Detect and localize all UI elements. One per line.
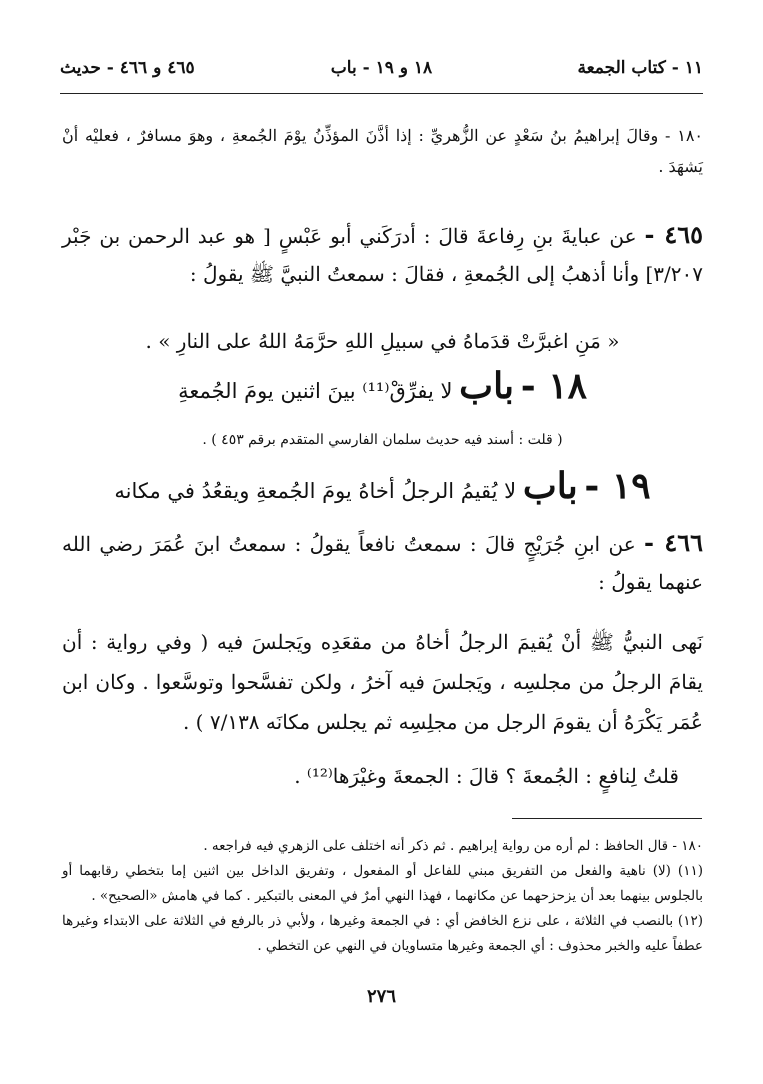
footnote-11: (١١) (لا) ناهية والفعل من التفريق مبني للفاعل أو المفعول ، وتفريق الداخل بين اثنين إما بتخطي رقابهما أو بالجلوس بينهما بعد أن يزحزحهما عن مكانهما ، فهذا النهي أمرٌ في المعنى بالتبكير . كما في هامش «الصحيح» . bbox=[62, 863, 703, 904]
hadith-465-quote: « مَنِ اغبرَّتْ قدَماهُ في سبيلِ اللهِ حرَّمَهُ اللهُ على النارِ » . bbox=[145, 329, 620, 353]
hadith-466-number: ٤٦٦ - bbox=[644, 528, 703, 557]
header-bab: ١٨ و ١٩ - باب bbox=[330, 58, 433, 78]
bab-19-word: باب bbox=[522, 465, 578, 507]
bab-19-title: لا يُقيمُ الرجلُ أخاهُ يومَ الجُمعةِ ويقعُدُ في مكانه bbox=[114, 479, 517, 503]
hadith-466-body: نَهى النبيُّ ﷺ أنْ يُقيمَ الرجلُ أخاهُ من مقعَدِه ويَجلسَ فيه ( وفي رواية : أن يقامَ الرجلُ من مجلسِه ، ويَجلسَ فيه آخرُ ، ولكن تفسَّحوا وتوسَّعوا . وكان ابن عُمَر يَكْرَهُ أن يقومَ الرجل من مجلِسِه ثم يجلس مكانَه ٧/١٣٨ ) . bbox=[62, 630, 703, 734]
bab-18-title: لا يفرِّقْ⁽¹¹⁾ بينَ اثنين يومَ الجُمعةِ bbox=[178, 379, 453, 403]
hadith-465-text: عن عبايةَ بنِ رِفاعةَ قالَ : أدرَكَني أبو عَبْسٍ [ هو عبد الرحمن بن جَبْر ٣/٢٠٧] وأنا أذهبُ إلى الجُمعةِ ، فقالَ : سمعتُ النبيَّ ﷺ يقولُ : bbox=[62, 224, 703, 286]
editor-note-18: ( قلت : أسند فيه حديث سلمان الفارسي المتقدم برقم ٤٥٣ ) . bbox=[202, 432, 563, 448]
header-divider bbox=[60, 93, 703, 94]
header-chapter: ١١ - كتاب الجمعة bbox=[577, 58, 703, 78]
bab-19-number: ١٩ - bbox=[584, 465, 651, 507]
hadith-466-text: عن ابنِ جُرَيْجٍ قالَ : سمعتُ نافعاً يقولُ : سمعتُ ابنَ عُمَرَ رضي الله عنهما يقولُ : bbox=[62, 532, 703, 594]
bab-18-word: باب bbox=[459, 365, 515, 407]
hadith-465-number: ٤٦٥ - bbox=[644, 220, 703, 249]
page-number: ٢٧٦ bbox=[366, 986, 396, 1007]
hadith-466-question: قلتُ لِنافعٍ : الجُمعةَ ؟ قالَ : الجمعةَ وغيْرَها⁽¹²⁾ . bbox=[294, 764, 679, 788]
hadith-466 bbox=[62, 524, 703, 601]
footnote-180: ١٨٠ - قال الحافظ : لم أره من رواية إبراهيم . ثم ذكر أنه اختلف على الزهري فيه فراجعه . bbox=[203, 838, 703, 854]
bab-19-heading bbox=[62, 464, 703, 513]
hadith-465 bbox=[62, 216, 703, 293]
header-hadith-range: ٤٦٥ و ٤٦٦ - حديث bbox=[60, 58, 195, 78]
bab-18-number: ١٨ - bbox=[520, 365, 587, 407]
footnote-divider bbox=[512, 818, 702, 819]
narration-180: ١٨٠ - وقالَ إبراهيمُ بنُ سَعْدٍ عن الزُّهريِّ : إذا أذَّنَ المؤذِّنُ يوْمَ الجُمعةِ ، وهوَ مسافرٌ ، فعليْه أنْ يَشهَدَ . bbox=[62, 126, 703, 176]
running-header bbox=[60, 58, 703, 92]
bab-18-heading bbox=[62, 364, 703, 413]
footnote-12: (١٢) بالنصب في الثلاثة ، على نزع الخافض أي : في الجمعة وغيرها ، ولأبي ذر بالرفع في الثلاثة على الابتداء وغيرها عطفاً عليه والخبر محذوف : أي الجمعة وغيرها متساويان في النهي عن التخطي . bbox=[62, 913, 703, 954]
